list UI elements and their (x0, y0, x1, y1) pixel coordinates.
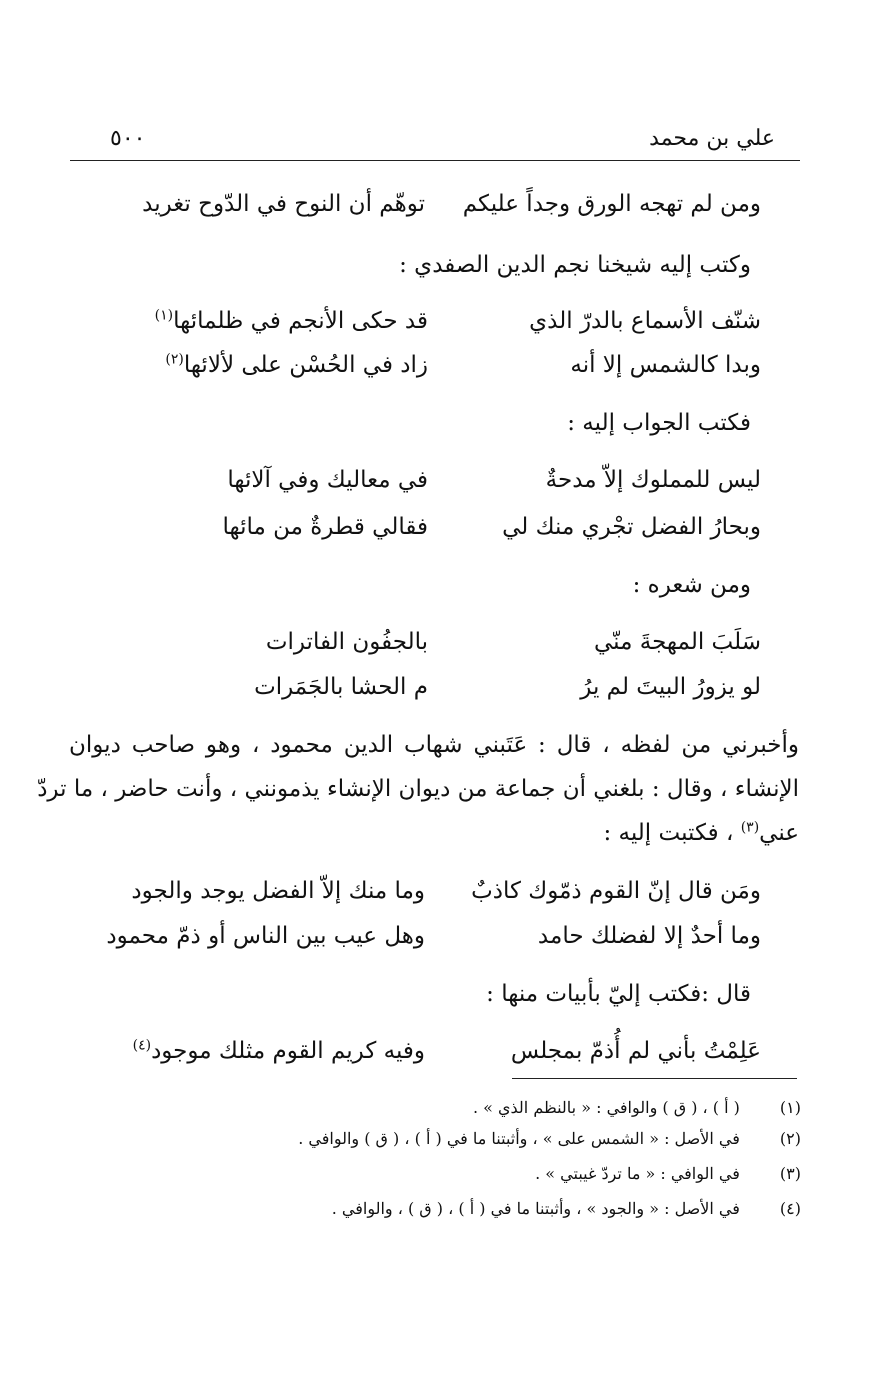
intro-line: وكتب إليه شيخنا نجم الدين الصفدي : (399, 252, 751, 278)
verse-hemistich-second: بالجفُون الفاترات (265, 629, 428, 655)
footnote-number: (١) (779, 1098, 801, 1117)
verse-hemistich-first: ليس للمملوك إلاّ مدحةٌ (545, 467, 761, 493)
footnote-marker: (٤) (132, 1037, 152, 1054)
paragraph-text: ، فكتبت إليه : (603, 820, 741, 846)
footnote (81, 1095, 801, 1121)
footnote-text: في الأصل : « الشمس على » ، وأثبتنا ما في ( أ ) ، ( ق ) والوافي . (298, 1129, 740, 1148)
verse-hemistich-first: وبحارُ الفضل تجْري منك لي (502, 514, 761, 540)
footnote-separator (512, 1078, 797, 1079)
intro-line: فكتب الجواب إليه : (567, 410, 751, 436)
running-head: علي بن محمد (649, 126, 775, 151)
verse-hemistich-second: وهل عيب بين الناس أو ذمّ محمود (106, 923, 425, 949)
hemistich-text: قد حكى الأنجم في ظلمائها (173, 308, 428, 334)
verse-hemistich-second (105, 1033, 425, 1069)
verse-hemistich-second (154, 303, 428, 339)
verse-hemistich-first: وما أحدٌ إلا لفضلك حامد (537, 923, 761, 949)
verse-hemistich-first: لو يزورُ البيتَ لم يرُ (580, 674, 761, 700)
verse-hemistich-second: توهّم أن النوح في الدّوح تغريد (142, 191, 425, 217)
verse-hemistich-second: في معاليك وفي آلائها (227, 467, 428, 493)
hemistich-text: زاد في الحُسْن على لألائها (183, 352, 428, 378)
footnote (81, 1161, 801, 1187)
intro-line: ومن شعره : (632, 572, 751, 598)
verse-hemistich-second: وما منك إلاّ الفضل يوجد والجود (131, 878, 425, 904)
footnote-number: (٣) (779, 1164, 801, 1183)
footnote-text: ( أ ) ، ( ق ) والوافي : « بالنظم الذي » . (472, 1098, 740, 1117)
footnote-number: (٤) (779, 1199, 801, 1218)
intro-line: قال :فكتب إليّ بأبيات منها : (486, 981, 751, 1007)
verse-hemistich-first: شنّف الأسماع بالدرّ الذي (529, 308, 761, 334)
hemistich-text: وفيه كريم القوم مثلك موجود (151, 1038, 425, 1064)
footnote-marker: (٢) (165, 351, 184, 368)
footnote (81, 1126, 801, 1152)
verse-hemistich-first: وبدا كالشمس إلا أنه (570, 352, 761, 378)
page-number: ٥٠٠ (110, 126, 146, 151)
paragraph-line: الإنشاء ، وقال : بلغني أن جماعة من ديوان الإنشاء يذمونني ، وأنت حاضر ، ما تردّ (37, 776, 799, 802)
verse-hemistich-second: فقالي قطرةٌ من مائها (222, 514, 428, 540)
paragraph-line: وأخبرني من لفظه ، قال : عَتَبني شهاب الدين محمود ، وهو صاحب ديوان (69, 732, 799, 758)
page-header (70, 120, 800, 161)
verse-hemistich-first: ومَن قال إنّ القوم ذمّوك كاذبٌ (471, 878, 761, 904)
verse-hemistich-first: عَلِمْتُ بأني لم أُذمّ بمجلس (510, 1038, 761, 1064)
footnote (81, 1196, 801, 1222)
verse-hemistich-second: م الحشا بالجَمَرات (254, 674, 428, 700)
verse-hemistich-first: سَلَبَ المهجةَ منّي (594, 629, 761, 655)
paragraph-text: عني (759, 820, 799, 846)
footnote-number: (٢) (779, 1129, 801, 1148)
verse-hemistich-first: ومن لم تهجه الورق وجداً عليكم (462, 191, 761, 217)
footnote-marker: (١) (154, 307, 174, 324)
footnote-text: في الوافي : « ما تردّ غيبتي » . (535, 1164, 740, 1183)
paragraph-line (69, 815, 799, 851)
footnote-marker: (٣) (740, 819, 760, 836)
footnote-text: في الأصل : « والجود » ، وأثبتنا ما في ( أ ) ، ( ق ) ، والوافي . (331, 1199, 740, 1218)
verse-hemistich-second (165, 347, 428, 383)
